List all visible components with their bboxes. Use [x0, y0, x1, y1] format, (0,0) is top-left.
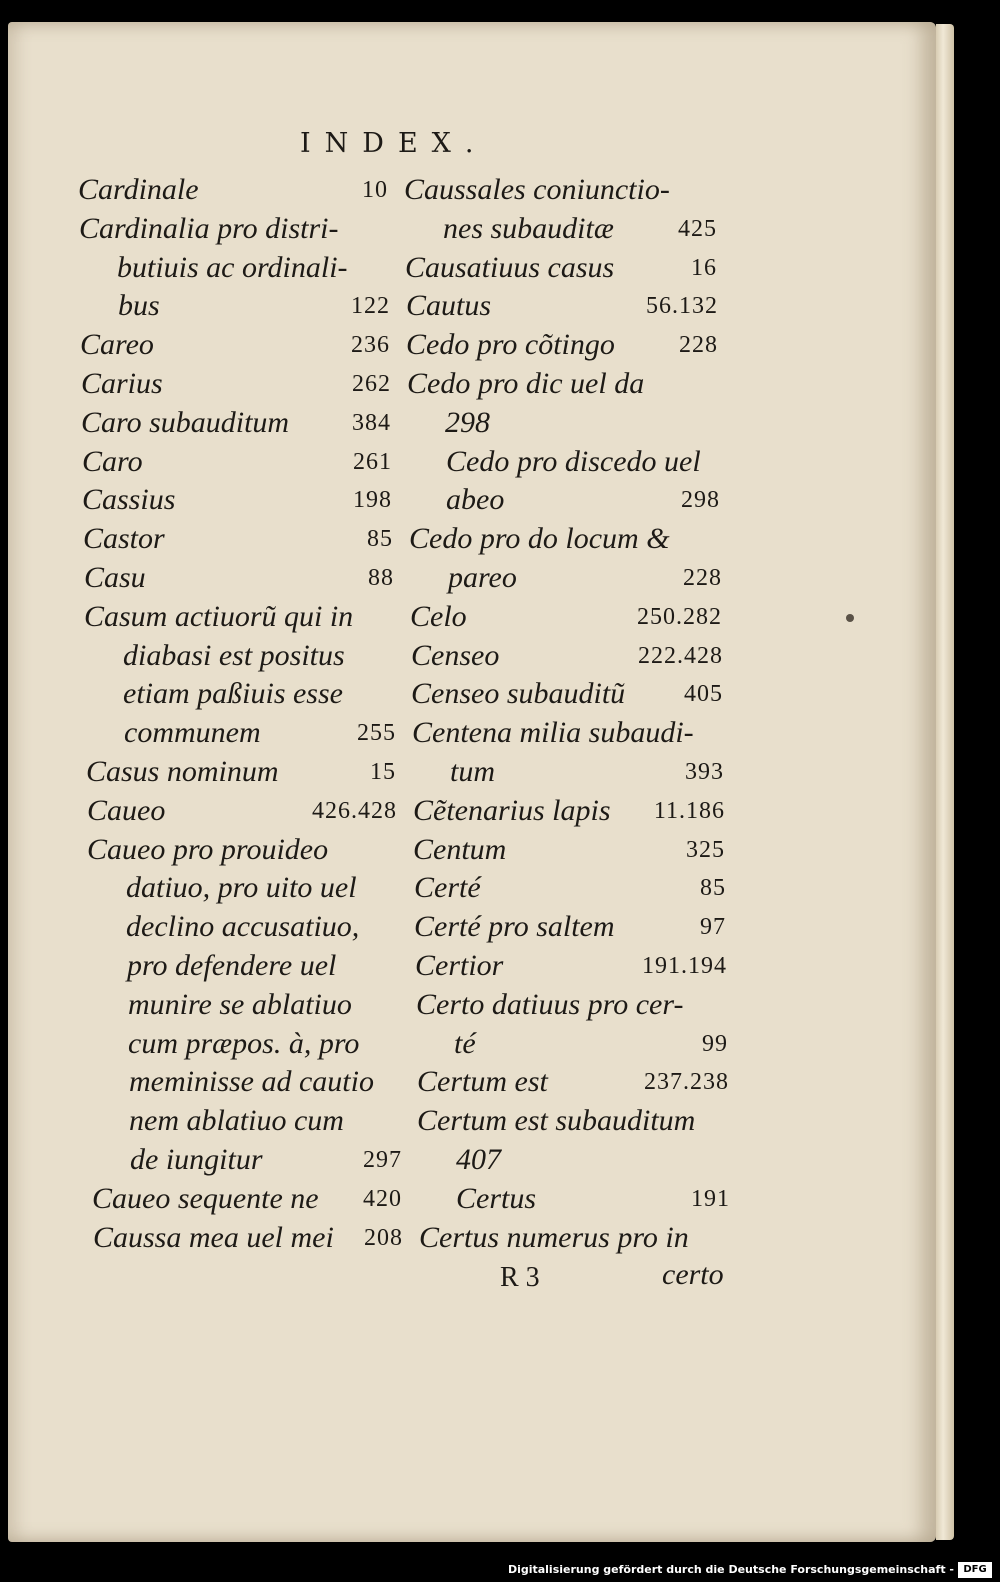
index-entry [129, 1103, 401, 1139]
index-entry [416, 987, 728, 1023]
entry-page-number: 56.132 [646, 293, 718, 320]
catchword: certo [662, 1258, 724, 1291]
entry-term: declino accusatiuo, [126, 910, 360, 944]
entry-page-number: 228 [679, 332, 718, 359]
entry-term: butiuis ac ordinali- [117, 250, 348, 284]
index-entry [83, 521, 393, 557]
entry-page-number: 255 [357, 720, 396, 747]
entry-page-number: 393 [685, 759, 724, 785]
index-entry [123, 638, 395, 674]
entry-term: Certus numerus pro in [419, 1220, 689, 1254]
index-entry [404, 172, 716, 208]
dfg-logo: DFG [958, 1562, 992, 1578]
index-entry [129, 1064, 401, 1100]
index-entry [79, 211, 389, 247]
entry-term: 298 [445, 405, 490, 439]
entry-term: Casu [84, 561, 146, 594]
paper-speck [846, 614, 854, 622]
entry-term: Casum actiuorũ qui in [84, 599, 354, 633]
entry-term: Castor [83, 522, 165, 556]
index-entry [446, 482, 720, 518]
entry-page-number: 15 [370, 759, 396, 785]
index-entry [406, 288, 718, 324]
entry-page-number: 11.186 [653, 797, 725, 824]
index-entry [117, 250, 389, 286]
entry-term: Caro [82, 444, 143, 478]
index-entry [443, 211, 717, 247]
index-entry [86, 754, 396, 790]
entry-page-number: 85 [700, 875, 726, 902]
entry-term: Cedo pro discedo uel [446, 444, 701, 478]
index-entry [448, 560, 722, 596]
index-entry [456, 1181, 730, 1217]
entry-page-number: 10 [362, 177, 388, 203]
index-entry [87, 832, 397, 868]
index-entry [411, 638, 723, 674]
entry-page-number: 208 [364, 1224, 403, 1251]
entry-term: pro defendere uel [127, 949, 337, 982]
entry-term: 407 [456, 1143, 501, 1176]
entry-page-number: 237.238 [644, 1069, 729, 1096]
index-entry [410, 599, 722, 635]
entry-term: diabasi est positus [123, 638, 345, 672]
index-entry [409, 521, 721, 557]
index-entry [81, 405, 391, 441]
page-edge [936, 24, 954, 1540]
entry-page-number: 236 [351, 332, 390, 359]
entry-term: Centum [413, 832, 507, 866]
index-entry [126, 870, 398, 906]
entry-page-number: 425 [678, 215, 717, 242]
entry-page-number: 405 [684, 681, 723, 708]
index-entry [406, 327, 718, 363]
entry-term: datiuo, pro uito uel [126, 871, 357, 905]
index-entry [118, 288, 390, 324]
entry-page-number: 250.282 [637, 603, 722, 630]
signature-mark: R 3 [500, 1262, 540, 1293]
entry-page-number: 16 [691, 254, 717, 281]
entry-page-number: 384 [352, 409, 391, 436]
index-entry [413, 793, 725, 829]
entry-page-number: 85 [367, 526, 393, 553]
entry-term: Cautus [406, 289, 492, 323]
entry-term: Casus nominum [86, 755, 279, 788]
index-entry [405, 250, 717, 286]
index-entry [84, 599, 394, 635]
index-entry [130, 1142, 402, 1178]
index-entry [407, 366, 719, 402]
entry-page-number: 99 [702, 1030, 728, 1057]
index-entry [80, 327, 390, 363]
index-entry [124, 715, 396, 751]
entry-term: communem [124, 716, 261, 750]
index-entry [81, 366, 391, 402]
index-entry [82, 482, 392, 518]
index-entry [128, 1026, 400, 1062]
entry-term: Carius [81, 367, 163, 400]
entry-term: Certus [456, 1181, 537, 1215]
entry-term: Cẽtenarius lapis [413, 793, 611, 827]
entry-page-number: 222.428 [638, 642, 723, 669]
entry-term: pareo [448, 561, 517, 594]
entry-term: Cardinale [78, 173, 199, 206]
entry-page-number: 88 [368, 565, 394, 591]
entry-term: Caro subauditum [81, 405, 290, 439]
index-entry [412, 715, 724, 751]
entry-term: Certé pro saltem [414, 910, 615, 944]
entry-page-number: 262 [352, 371, 391, 397]
entry-page-number: 420 [363, 1185, 402, 1212]
index-entry [93, 1220, 403, 1256]
entry-term: Caueo [87, 793, 166, 827]
entry-term: Caussales coniunctio- [404, 173, 670, 206]
entry-page-number: 297 [363, 1147, 402, 1173]
index-entry [87, 793, 397, 829]
entry-term: té [454, 1026, 476, 1060]
entry-term: Caueo sequente ne [92, 1181, 319, 1215]
index-entry [456, 1142, 730, 1178]
entry-term: Certum est [417, 1065, 548, 1099]
entry-term: tum [450, 755, 495, 788]
index-entry [92, 1181, 402, 1217]
index-entry [414, 909, 726, 945]
entry-term: Certé [414, 871, 481, 905]
index-entry [417, 1064, 729, 1100]
entry-term: Careo [80, 328, 154, 362]
index-entry [419, 1220, 731, 1256]
entry-page-number: 298 [681, 487, 720, 514]
entry-term: abeo [446, 483, 505, 517]
index-entry [128, 987, 400, 1023]
entry-term: Certum est subauditum [417, 1104, 696, 1138]
index-entry [126, 909, 398, 945]
index-entry [417, 1103, 729, 1139]
index-entry [446, 444, 720, 480]
entry-term: Censeo [411, 638, 500, 672]
entry-term: Caueo pro prouideo [87, 832, 329, 866]
index-entry [127, 948, 399, 984]
entry-term: bus [118, 289, 160, 323]
entry-term: de iungitur [130, 1143, 263, 1176]
entry-term: nes subauditæ [443, 211, 614, 245]
entry-term: Cedo pro cõtingo [406, 328, 615, 362]
entry-term: Caussa mea uel mei [93, 1220, 334, 1254]
index-entry [413, 832, 725, 868]
entry-term: cum præpos. à, pro [128, 1026, 360, 1060]
index-entry [78, 172, 388, 208]
index-entry [415, 948, 727, 984]
entry-term: Cassius [82, 483, 176, 517]
index-entry [84, 560, 394, 596]
digitization-credit: Digitalisierung gefördert durch die Deutsche Forschungsgemeinschaft - [507, 1563, 954, 1576]
entry-term: Censeo subauditũ [411, 677, 626, 711]
entry-term: meminisse ad cautio [129, 1065, 374, 1099]
entry-page-number: 325 [686, 836, 725, 863]
index-entry [414, 870, 726, 906]
entry-term: Causatiuus casus [405, 250, 615, 284]
index-entry [445, 405, 719, 441]
page-header: INDEX. [300, 128, 488, 159]
entry-page-number: 228 [683, 565, 722, 591]
index-entry [123, 676, 395, 712]
index-entry [454, 1026, 728, 1062]
entry-page-number: 122 [351, 293, 390, 320]
entry-page-number: 261 [353, 448, 392, 475]
entry-page-number: 97 [700, 914, 726, 941]
entry-term: Certo datiuus pro cer- [416, 987, 684, 1021]
entry-page-number: 198 [353, 487, 392, 514]
entry-page-number: 191 [691, 1185, 730, 1212]
entry-page-number: 191.194 [642, 953, 727, 979]
entry-term: Certior [415, 949, 504, 982]
entry-term: munire se ablatiuo [128, 987, 352, 1021]
entry-term: Cedo pro dic uel da [407, 367, 645, 400]
entry-term: Cedo pro do locum & [409, 522, 670, 556]
entry-term: etiam paßiuis esse [123, 677, 343, 711]
entry-term: Celo [410, 599, 467, 633]
entry-term: Centena milia subaudi- [412, 716, 694, 750]
index-entry [411, 676, 723, 712]
entry-term: Cardinalia pro distri- [79, 211, 339, 245]
index-entry [82, 444, 392, 480]
entry-page-number: 426.428 [312, 797, 397, 824]
entry-term: nem ablatiuo cum [129, 1104, 344, 1138]
index-entry [450, 754, 724, 790]
